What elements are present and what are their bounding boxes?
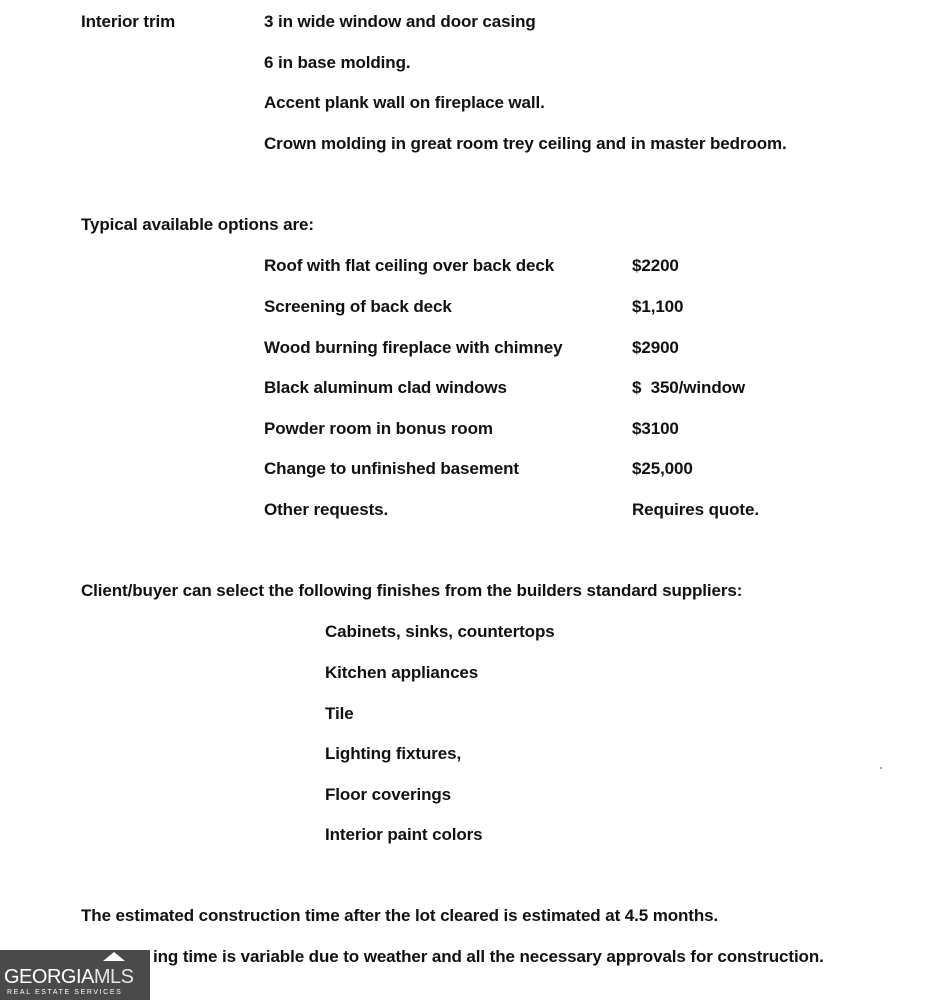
option-price: $2200 — [632, 256, 679, 275]
finish-item: Cabinets, sinks, countertops — [325, 622, 555, 641]
interior-trim-item: 3 in wide window and door casing — [264, 12, 536, 31]
option-item: Roof with flat ceiling over back deck — [264, 256, 555, 275]
option-price: $1,100 — [632, 297, 684, 316]
interior-trim-label: Interior trim — [81, 12, 176, 31]
option-item: Other requests. — [264, 500, 389, 519]
interior-trim-item: Crown molding in great room trey ceiling and in master bedroom. — [264, 134, 787, 153]
finish-item: Floor coverings — [325, 785, 452, 804]
finish-item: Lighting fixtures, — [325, 744, 462, 763]
interior-trim-item: 6 in base molding. — [264, 53, 411, 72]
house-roof-icon — [103, 952, 125, 961]
option-price: $25,000 — [632, 459, 693, 478]
option-item: Change to unfinished basement — [264, 459, 519, 478]
option-item: Wood burning fireplace with chimney — [264, 338, 563, 357]
option-item: Black aluminum clad windows — [264, 378, 507, 397]
options-heading: Typical available options are: — [81, 215, 314, 234]
georgia-mls-logo — [0, 950, 150, 1000]
finish-item: Tile — [325, 704, 354, 723]
logo-brand: GEORGIAMLS — [4, 966, 134, 988]
construction-variability: ing time is variable due to weather and all the necessary approvals for construction. — [153, 947, 824, 966]
interior-trim-item: Accent plank wall on fireplace wall. — [264, 93, 545, 112]
logo-subtitle: REAL ESTATE SERVICES — [7, 989, 123, 996]
finish-item: Interior paint colors — [325, 825, 483, 844]
option-item: Powder room in bonus room — [264, 419, 493, 438]
scan-speck — [880, 767, 882, 769]
option-price: $ 350/window — [632, 378, 746, 397]
finishes-heading: Client/buyer can select the following finishes from the builders standard suppliers: — [81, 581, 743, 600]
option-price: $3100 — [632, 419, 679, 438]
construction-estimate: The estimated construction time after the lot cleared is estimated at 4.5 months. — [81, 906, 719, 925]
finish-item: Kitchen appliances — [325, 663, 479, 682]
option-price: $2900 — [632, 338, 679, 357]
option-price: Requires quote. — [632, 500, 759, 519]
option-item: Screening of back deck — [264, 297, 452, 316]
